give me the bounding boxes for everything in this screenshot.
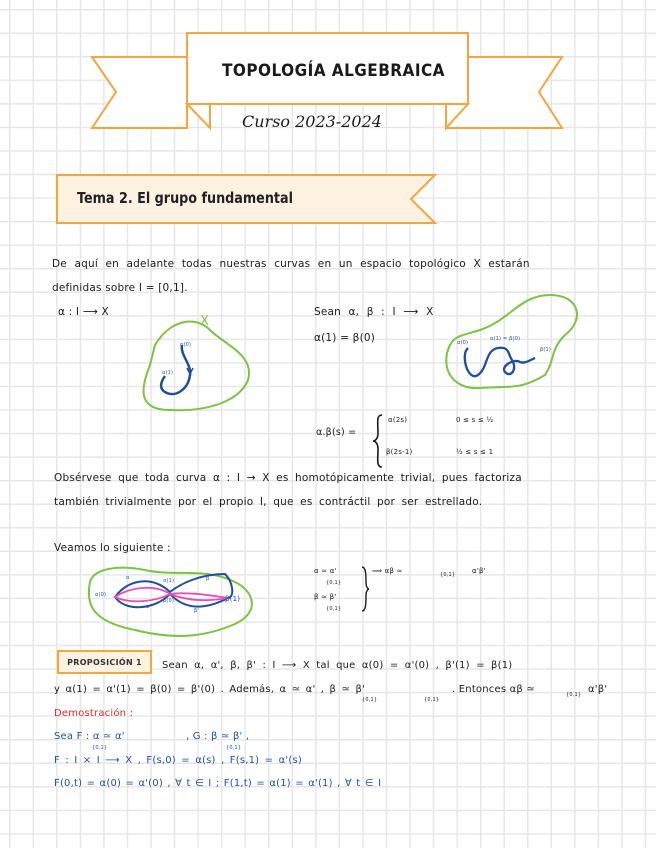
proposition-line-2c: α'β' — [588, 684, 608, 695]
observation-line-1: Obsérvese que toda curva α : I → X es homotópicamente trivial, pues factoriza — [54, 472, 522, 484]
proof-sub-1: {0,1} — [92, 745, 108, 751]
conclusion-sub: {0,1} — [440, 572, 456, 578]
d3-beta: β — [206, 576, 210, 582]
premise-beta: β ≃ β' — [314, 593, 337, 601]
alpha1-label: α(1) — [162, 370, 174, 376]
proposition-badge — [57, 650, 152, 674]
proof-line-2: F : I × I ⟶ X , F(s,0) = α(s) , F(s,1) = α'(s) — [54, 755, 302, 766]
alpha0-label: α(0) — [180, 342, 192, 348]
d3-alpha-prime: α' — [146, 604, 152, 610]
d3-alpha: α — [126, 575, 130, 581]
conclusion-lhs: ⟹ αβ ≃ — [372, 567, 403, 575]
case2-expr: β(2s-1) — [386, 448, 413, 456]
proposition-label: PROPOSICIÓN 1 — [67, 657, 142, 667]
proof-sub-2: {0,1} — [226, 745, 242, 751]
proof-line-1b: , G : β ≃ β' , — [186, 731, 250, 742]
sean-alpha-beta: Sean α, β : I ⟶ X — [314, 306, 434, 318]
proof-line-3: F(0,t) = α(0) = α'(0) , ∀ t ∈ I ; F(1,t) = α(1) = α'(1) , ∀ t ∈ I — [54, 778, 382, 789]
case2-cond: ½ ≤ s ≤ 1 — [456, 448, 494, 456]
proposition-line-2a: y α(1) = α'(1) = β(0) = β'(0) . Además, α ≃ α' , β ≃ β' — [54, 684, 366, 695]
section-title: Tema 2. El grupo fundamental — [77, 189, 293, 207]
space-x-label: X — [200, 314, 210, 329]
veamos-text: Veamos lo siguiente : — [54, 542, 171, 554]
concat-label-end: β(1) — [540, 347, 552, 353]
page-title: TOPOLOGÍA ALGEBRAICA — [222, 61, 445, 81]
intro-line-1: De aquí en adelante todas nuestras curvas en un espacio topológico X estarán — [52, 258, 530, 270]
concat-label-start: α(0) — [457, 340, 469, 346]
proof-heading: Demostración : — [54, 708, 134, 719]
premise-brace — [360, 565, 370, 613]
curve-map: α : I ⟶ X — [58, 306, 109, 318]
premise-alpha-sub: {0,1} — [326, 580, 342, 586]
d3-beta1: β(1) — [225, 595, 241, 603]
d3-alpha1: α(1) — [163, 578, 175, 584]
observation-line-2: también trivialmente por el propio I, que es contráctil por ser estrellado. — [54, 496, 483, 508]
proposition-line-1: Sean α, α', β, β' : I ⟶ X tal que α(0) = α'(0) , β'(1) = β(1) — [162, 660, 513, 671]
concat-condition: α(1) = β(0) — [314, 332, 376, 344]
course-year: Curso 2023-2024 — [242, 112, 382, 131]
d3-beta0: β(0) — [163, 598, 175, 604]
proposition-sub-3: {0,1} — [566, 692, 582, 698]
concat-label-mid: α(1) = β(0) — [490, 336, 521, 342]
intro-line-2: definidas sobre I = [0,1]. — [52, 282, 188, 294]
proposition-line-2b: . Entonces αβ ≃ — [452, 684, 535, 695]
d3-beta-prime: β' — [194, 608, 199, 614]
single-curve-diagram — [130, 310, 260, 420]
conclusion-rhs: α'β' — [472, 567, 486, 575]
premise-beta-sub: {0,1} — [326, 606, 342, 612]
case1-expr: α(2s) — [388, 416, 408, 424]
product-lhs: α.β(s) = — [316, 427, 357, 438]
d3-alpha0: α(0) — [95, 592, 107, 598]
premise-alpha: α ≃ α' — [314, 567, 337, 575]
proposition-sub-2: {0,1} — [424, 697, 440, 703]
case1-cond: 0 ≤ s ≤ ½ — [456, 416, 494, 424]
piecewise-brace — [372, 413, 386, 469]
proof-line-1a: Sea F : α ≃ α' — [54, 731, 125, 742]
proposition-sub-1: {0,1} — [362, 697, 378, 703]
